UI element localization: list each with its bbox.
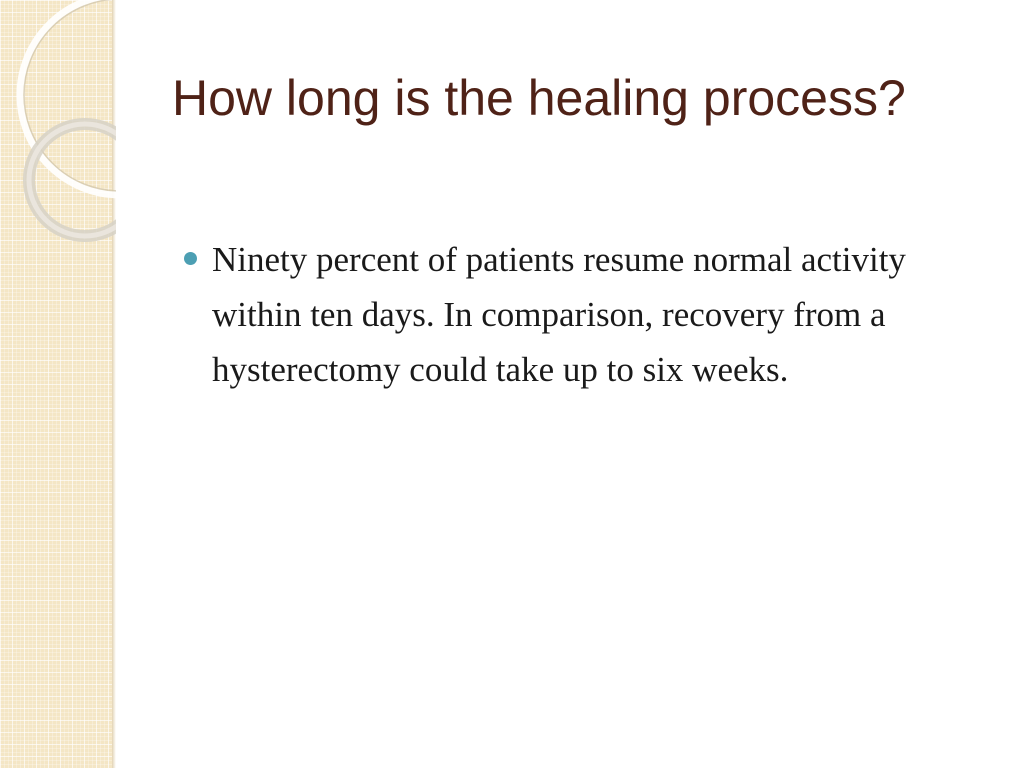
decorative-rings <box>0 0 116 260</box>
bullet-list <box>184 232 984 397</box>
bullet-item <box>184 232 984 397</box>
slide-title: How long is the healing process? <box>172 70 906 126</box>
bullet-text: Ninety percent of patients resume normal activity within ten days. In comparison, recovery from a hysterectomy could take up to six weeks. <box>212 240 906 389</box>
bullet-dot-icon <box>184 252 197 265</box>
